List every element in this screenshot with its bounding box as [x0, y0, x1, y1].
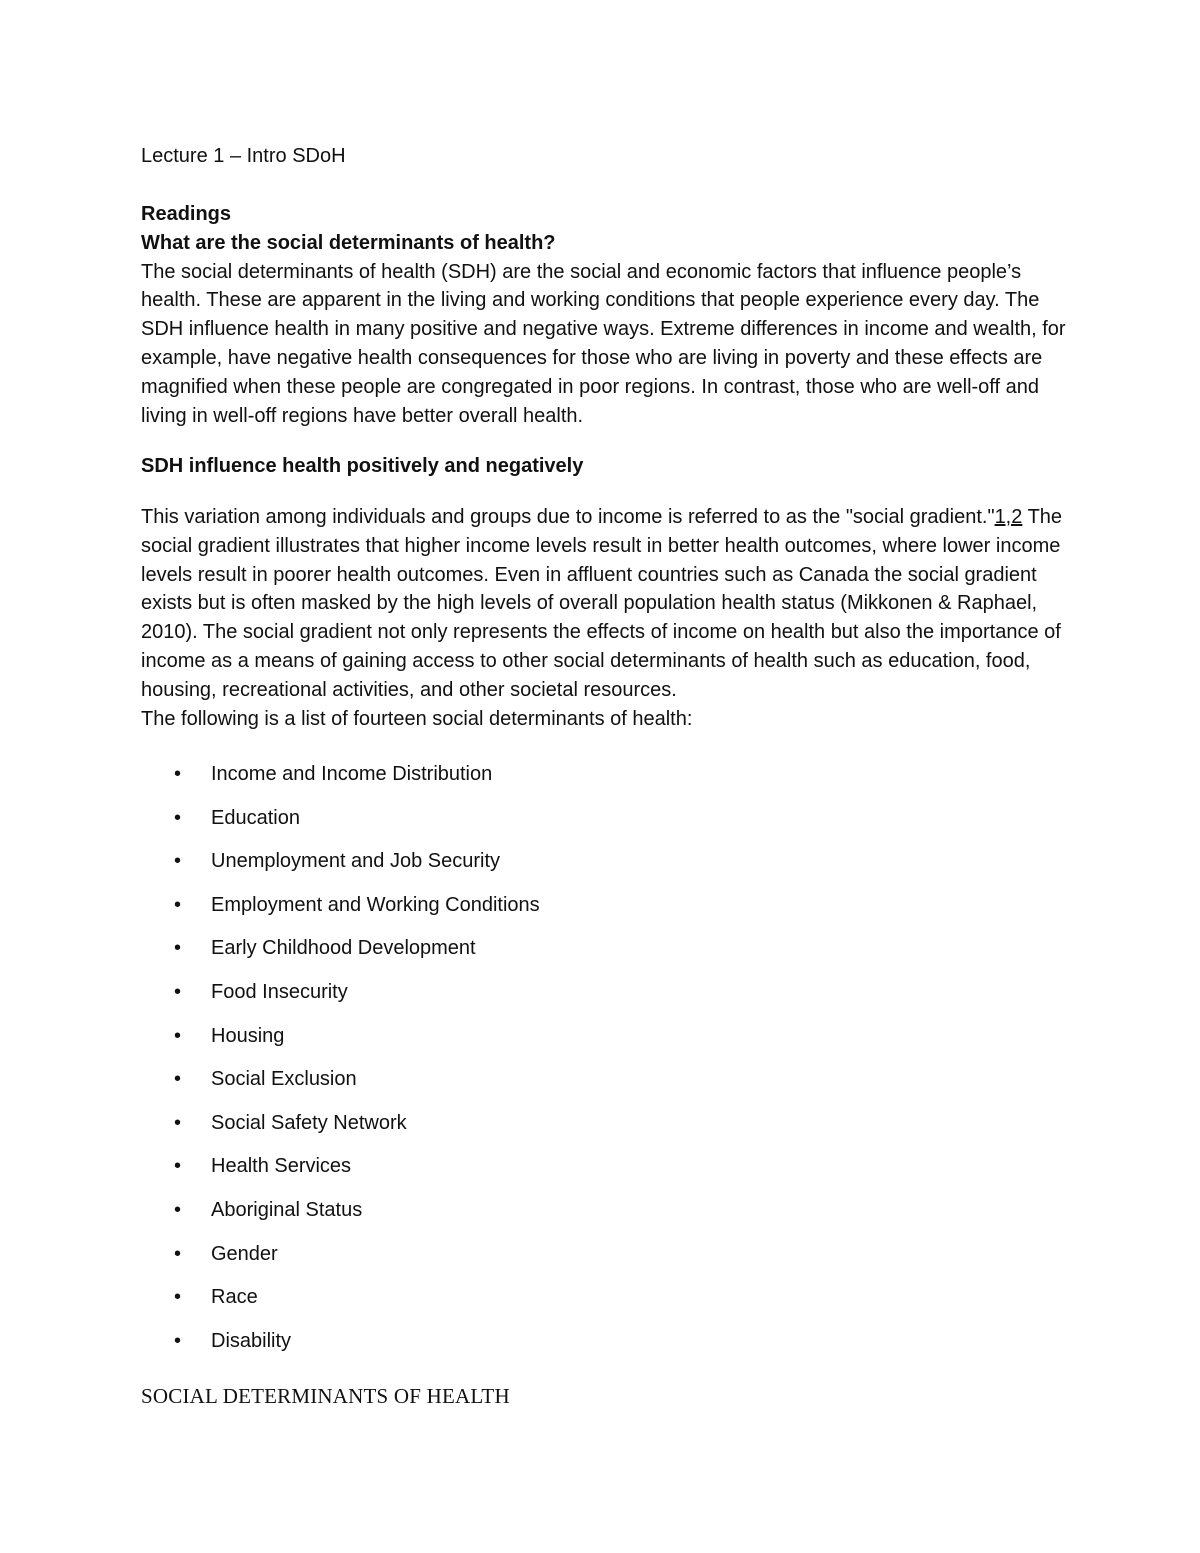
list-item [141, 1152, 540, 1196]
list-intro: The following is a list of fourteen social determinants of health: [141, 707, 693, 730]
list-item [141, 891, 540, 935]
list-item [141, 1109, 540, 1153]
bullet-icon: • [174, 1286, 182, 1309]
list-item [141, 1327, 540, 1371]
readings-section [141, 200, 1071, 430]
reference-link[interactable]: 1,2 [994, 506, 1023, 528]
list-item-label: Unemployment and Job Security [211, 850, 501, 873]
lecture-title: Lecture 1 – Intro SDoH [141, 145, 346, 167]
determinants-list [141, 760, 540, 1370]
bullet-icon: • [174, 1024, 182, 1047]
section-heading: SDH influence health positively and negatively [141, 455, 584, 477]
list-item [141, 934, 540, 978]
bullet-icon: • [174, 1068, 182, 1091]
list-item-label: Early Childhood Development [211, 937, 476, 960]
list-item-label: Income and Income Distribution [211, 763, 493, 785]
question-heading: What are the social determinants of health? [141, 231, 556, 254]
gradient-paragraph-start: This variation among individuals and groups due to income is referred to as the "social gradient." [141, 506, 995, 528]
list-item [141, 1065, 540, 1109]
list-item [141, 760, 540, 804]
bullet-icon: • [174, 937, 182, 960]
list-item-label: Employment and Working Conditions [211, 893, 540, 916]
list-item-label: Social Safety Network [211, 1111, 407, 1134]
bullet-icon: • [174, 1242, 182, 1265]
bullet-icon: • [174, 893, 182, 916]
list-item-label: Food Insecurity [211, 980, 348, 1003]
list-item [141, 847, 540, 891]
bullet-icon: • [174, 980, 182, 1003]
bullet-icon: • [174, 806, 182, 829]
intro-paragraph: The social determinants of health (SDH) are the social and economic factors that influence people’s health. These are apparent in the living and working conditions that people experience every day. The SDH influence health in many positive and negative ways. Extreme differences in income and wealth, for example, have negative health consequences for those who are living in poverty and these effects are magnified when these people are congregated in poor regions. In contrast, those who are well-off and living in well-off regions have better overall health. [141, 260, 1066, 427]
readings-label: Readings [141, 203, 232, 225]
gradient-paragraph [141, 503, 1071, 705]
bullet-icon: • [174, 1329, 182, 1352]
list-item-label: Aboriginal Status [211, 1198, 363, 1221]
list-item-label: Disability [211, 1329, 292, 1352]
list-item [141, 1240, 540, 1284]
bullet-icon: • [174, 1198, 182, 1221]
list-item-label: Gender [211, 1242, 278, 1265]
list-item [141, 804, 540, 848]
gradient-section [141, 503, 1071, 733]
bullet-icon: • [174, 850, 182, 873]
list-item [141, 1022, 540, 1066]
list-item [141, 1283, 540, 1327]
list-item [141, 978, 540, 1022]
list-item-label: Race [211, 1286, 258, 1309]
bullet-icon: • [174, 763, 182, 785]
bullet-icon: • [174, 1155, 182, 1178]
list-item-label: Education [211, 806, 300, 829]
gradient-paragraph-end: The social gradient illustrates that higher income levels result in better health outcomes, where lower income levels result in poorer health outcomes. Even in affluent countries such as Canada the social gradient exists but is often masked by the high levels of overall population health status (Mikkonen & Raphael, 2010). The social gradient not only represents the effects of income on health but also the importance of income as a means of gaining access to other social determinants of health such as education, food, housing, recreational activities, and other societal resources. [141, 506, 1063, 701]
footer-heading: SOCIAL DETERMINANTS OF HEALTH [141, 1384, 510, 1408]
list-item-label: Housing [211, 1024, 285, 1047]
list-item-label: Social Exclusion [211, 1068, 357, 1091]
list-item-label: Health Services [211, 1155, 352, 1178]
list-item [141, 1196, 540, 1240]
bullet-icon: • [174, 1111, 182, 1134]
